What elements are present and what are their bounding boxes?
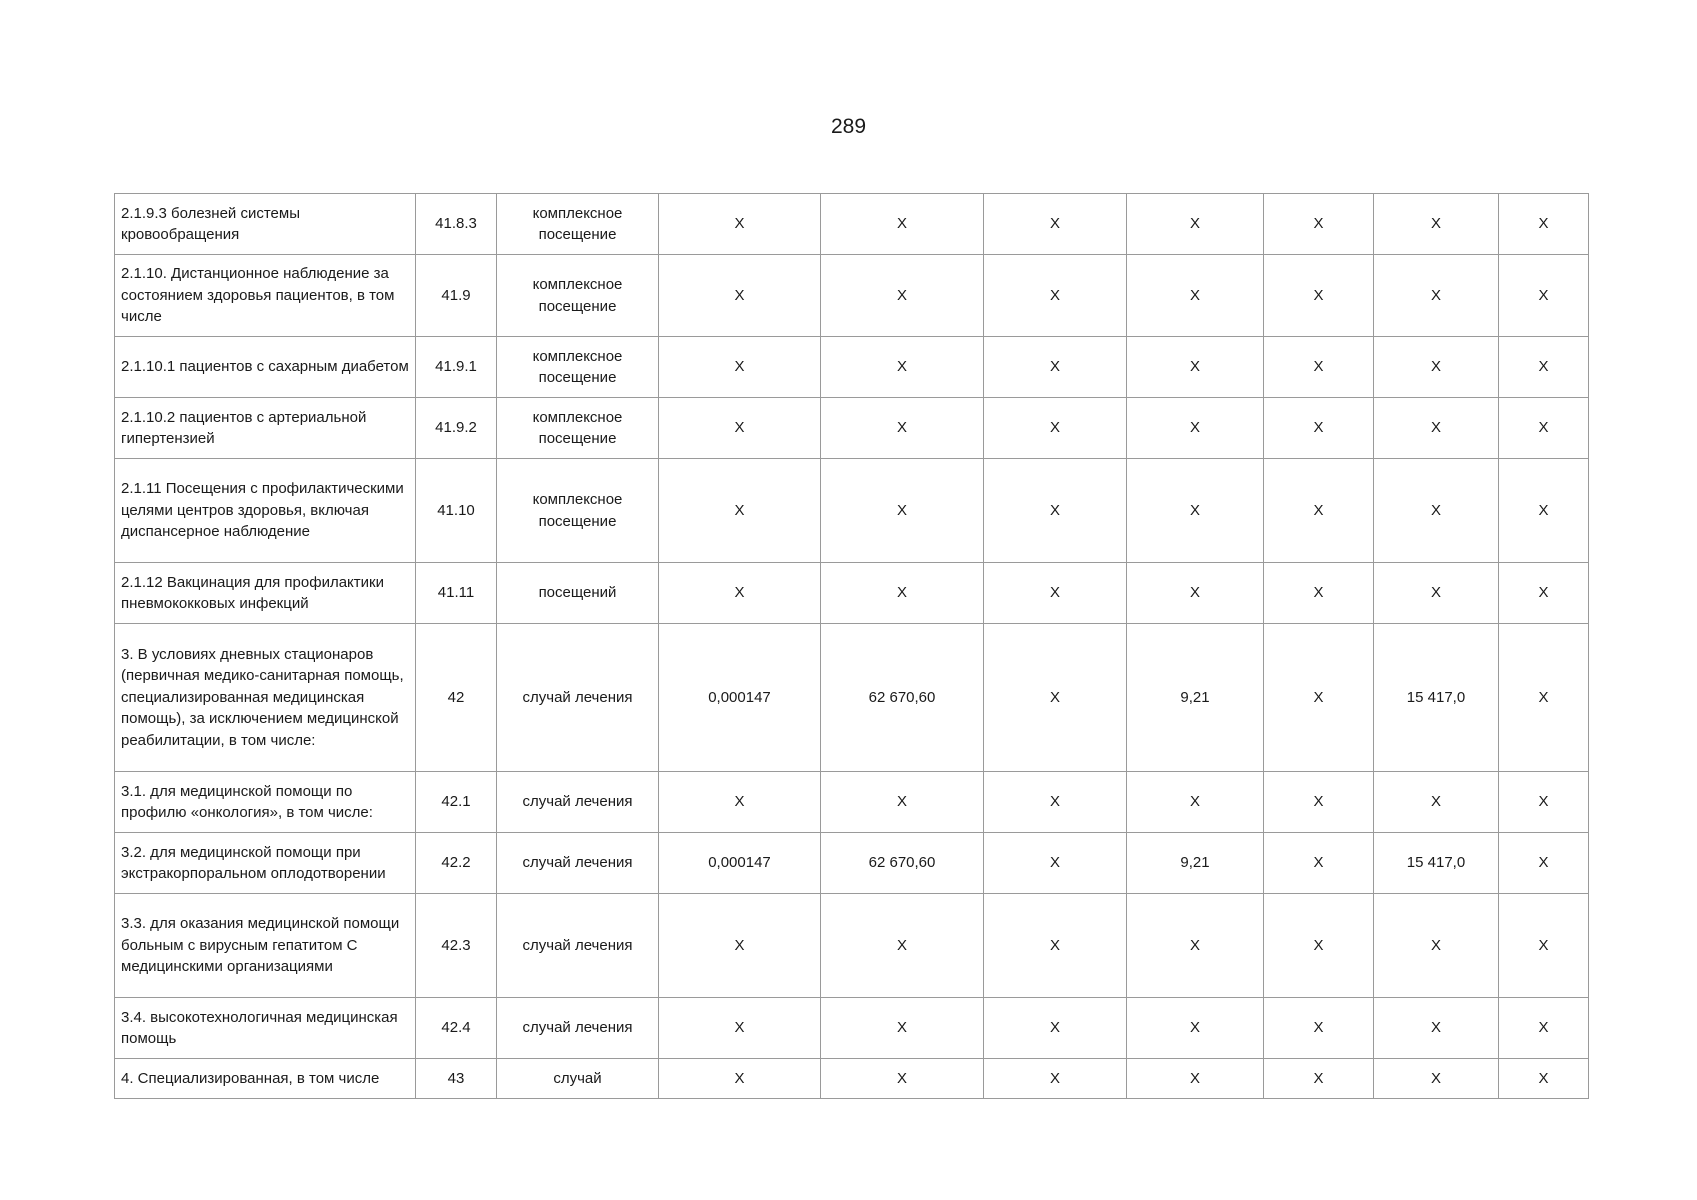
- row-value-cell: X: [1264, 1059, 1374, 1099]
- row-value-cell: X: [984, 624, 1127, 772]
- row-value-cell: X: [1499, 398, 1589, 459]
- row-value-cell: X: [1499, 459, 1589, 563]
- row-value-cell: X: [1127, 459, 1264, 563]
- row-value-cell: X: [984, 1059, 1127, 1099]
- row-value-cell: X: [984, 998, 1127, 1059]
- row-value-cell: X: [659, 998, 821, 1059]
- row-unit-cell: случай лечения: [497, 624, 659, 772]
- row-name-cell: 3. В условиях дневных стационаров (первичная медико-санитарная помощь, специализированная медицинская помощь), за исключением медицинской реабилитации, в том числе:: [115, 624, 416, 772]
- row-value-cell: X: [1127, 998, 1264, 1059]
- row-value-cell: X: [1499, 833, 1589, 894]
- table-row: [115, 624, 1589, 772]
- row-unit-cell: комплексное посещение: [497, 337, 659, 398]
- row-value-cell: X: [1264, 894, 1374, 998]
- page-number: 289: [830, 115, 867, 138]
- row-value-cell: X: [1374, 337, 1499, 398]
- row-value-cell: X: [984, 894, 1127, 998]
- row-value-cell: X: [1499, 337, 1589, 398]
- row-value-cell: X: [1264, 194, 1374, 255]
- row-name-cell: 3.1. для медицинской помощи по профилю «онкология», в том числе:: [115, 772, 416, 833]
- row-value-cell: X: [821, 998, 984, 1059]
- row-value-cell: X: [1264, 563, 1374, 624]
- row-value-cell: X: [1374, 998, 1499, 1059]
- row-code-cell: 41.10: [416, 459, 497, 563]
- row-value-cell: X: [659, 894, 821, 998]
- row-value-cell: X: [821, 194, 984, 255]
- row-value-cell: X: [1264, 255, 1374, 337]
- row-value-cell: X: [821, 255, 984, 337]
- row-value-cell: X: [1499, 255, 1589, 337]
- row-unit-cell: комплексное посещение: [497, 398, 659, 459]
- row-value-cell: X: [1264, 998, 1374, 1059]
- table-row: [115, 337, 1589, 398]
- row-code-cell: 41.9: [416, 255, 497, 337]
- row-code-cell: 42.1: [416, 772, 497, 833]
- row-code-cell: 43: [416, 1059, 497, 1099]
- row-code-cell: 42.3: [416, 894, 497, 998]
- row-name-cell: 2.1.10.2 пациентов с артериальной гипертензией: [115, 398, 416, 459]
- row-value-cell: X: [821, 398, 984, 459]
- table-row: [115, 772, 1589, 833]
- row-value-cell: 15 417,0: [1374, 833, 1499, 894]
- row-name-cell: 2.1.11 Посещения с профилактическими целями центров здоровья, включая диспансерное наблюдение: [115, 459, 416, 563]
- row-value-cell: X: [1499, 772, 1589, 833]
- row-value-cell: X: [1499, 1059, 1589, 1099]
- row-code-cell: 41.9.1: [416, 337, 497, 398]
- row-value-cell: 62 670,60: [821, 624, 984, 772]
- row-value-cell: X: [659, 1059, 821, 1099]
- row-unit-cell: комплексное посещение: [497, 255, 659, 337]
- row-unit-cell: комплексное посещение: [497, 459, 659, 563]
- row-value-cell: X: [1127, 337, 1264, 398]
- row-value-cell: X: [1499, 894, 1589, 998]
- row-name-cell: 3.3. для оказания медицинской помощи больным с вирусным гепатитом С медицинскими организациями: [115, 894, 416, 998]
- row-value-cell: 0,000147: [659, 833, 821, 894]
- row-value-cell: X: [1127, 772, 1264, 833]
- row-value-cell: X: [1374, 255, 1499, 337]
- table-row: [115, 563, 1589, 624]
- data-table: [114, 193, 1589, 1099]
- row-value-cell: X: [1374, 398, 1499, 459]
- row-value-cell: X: [1374, 563, 1499, 624]
- row-unit-cell: случай лечения: [497, 772, 659, 833]
- row-code-cell: 41.9.2: [416, 398, 497, 459]
- row-value-cell: X: [984, 833, 1127, 894]
- row-value-cell: X: [1264, 624, 1374, 772]
- row-value-cell: X: [1264, 459, 1374, 563]
- row-value-cell: X: [1499, 563, 1589, 624]
- row-unit-cell: случай лечения: [497, 833, 659, 894]
- row-value-cell: X: [984, 337, 1127, 398]
- row-value-cell: 62 670,60: [821, 833, 984, 894]
- row-value-cell: X: [821, 459, 984, 563]
- row-value-cell: X: [659, 459, 821, 563]
- row-value-cell: X: [1374, 1059, 1499, 1099]
- row-value-cell: X: [659, 398, 821, 459]
- row-code-cell: 42.2: [416, 833, 497, 894]
- row-value-cell: X: [1264, 337, 1374, 398]
- table-row: [115, 459, 1589, 563]
- row-value-cell: X: [1264, 772, 1374, 833]
- row-value-cell: X: [984, 398, 1127, 459]
- row-value-cell: X: [659, 563, 821, 624]
- row-value-cell: X: [821, 1059, 984, 1099]
- row-unit-cell: случай лечения: [497, 998, 659, 1059]
- row-value-cell: X: [659, 255, 821, 337]
- row-value-cell: X: [659, 772, 821, 833]
- row-value-cell: X: [1374, 459, 1499, 563]
- row-value-cell: 0,000147: [659, 624, 821, 772]
- table-row: [115, 194, 1589, 255]
- row-name-cell: 2.1.10.1 пациентов с сахарным диабетом: [115, 337, 416, 398]
- row-value-cell: X: [1264, 398, 1374, 459]
- table-row: [115, 894, 1589, 998]
- row-value-cell: X: [659, 337, 821, 398]
- table-row: [115, 833, 1589, 894]
- row-value-cell: 9,21: [1127, 833, 1264, 894]
- table-row: [115, 998, 1589, 1059]
- row-value-cell: X: [659, 194, 821, 255]
- row-value-cell: X: [984, 255, 1127, 337]
- row-value-cell: X: [821, 894, 984, 998]
- row-value-cell: X: [984, 563, 1127, 624]
- row-value-cell: X: [821, 563, 984, 624]
- row-value-cell: X: [1127, 563, 1264, 624]
- row-value-cell: X: [1127, 194, 1264, 255]
- row-name-cell: 4. Специализированная, в том числе: [115, 1059, 416, 1099]
- row-value-cell: X: [1499, 998, 1589, 1059]
- table-row: [115, 255, 1589, 337]
- row-value-cell: X: [1127, 1059, 1264, 1099]
- row-unit-cell: случай лечения: [497, 894, 659, 998]
- row-code-cell: 41.8.3: [416, 194, 497, 255]
- row-value-cell: X: [1127, 894, 1264, 998]
- row-name-cell: 2.1.12 Вакцинация для профилактики пневмококковых инфекций: [115, 563, 416, 624]
- row-value-cell: X: [821, 772, 984, 833]
- row-value-cell: X: [821, 337, 984, 398]
- row-code-cell: 42: [416, 624, 497, 772]
- row-unit-cell: посещений: [497, 563, 659, 624]
- row-value-cell: X: [984, 194, 1127, 255]
- row-code-cell: 42.4: [416, 998, 497, 1059]
- row-value-cell: X: [1127, 255, 1264, 337]
- row-unit-cell: случай: [497, 1059, 659, 1099]
- row-value-cell: X: [1499, 624, 1589, 772]
- row-code-cell: 41.11: [416, 563, 497, 624]
- row-value-cell: X: [1374, 772, 1499, 833]
- row-value-cell: X: [984, 772, 1127, 833]
- row-value-cell: X: [1374, 194, 1499, 255]
- row-value-cell: X: [984, 459, 1127, 563]
- table-row: [115, 398, 1589, 459]
- row-name-cell: 2.1.9.3 болезней системы кровообращения: [115, 194, 416, 255]
- row-name-cell: 3.2. для медицинской помощи при экстракорпоральном оплодотворении: [115, 833, 416, 894]
- row-value-cell: 9,21: [1127, 624, 1264, 772]
- row-name-cell: 3.4. высокотехнологичная медицинская помощь: [115, 998, 416, 1059]
- row-value-cell: X: [1127, 398, 1264, 459]
- row-name-cell: 2.1.10. Дистанционное наблюдение за состоянием здоровья пациентов, в том числе: [115, 255, 416, 337]
- row-value-cell: X: [1374, 894, 1499, 998]
- row-value-cell: X: [1264, 833, 1374, 894]
- table-row: [115, 1059, 1589, 1099]
- row-value-cell: X: [1499, 194, 1589, 255]
- row-value-cell: 15 417,0: [1374, 624, 1499, 772]
- table-body: [115, 194, 1589, 1099]
- row-unit-cell: комплексное посещение: [497, 194, 659, 255]
